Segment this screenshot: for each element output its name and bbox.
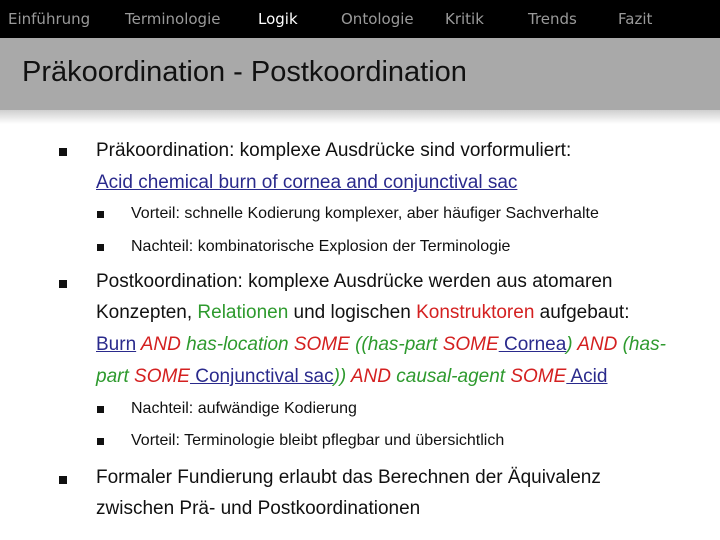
text-segment: aufgebaut: (534, 302, 630, 323)
some-constructor: SOME (128, 366, 190, 387)
constructors-term: Konstruktoren (416, 302, 535, 323)
some-constructor: SOME (437, 334, 499, 355)
bullet-2-expression-line-2 (96, 366, 607, 388)
bullet-1-advantage: Vorteil: schnelle Kodierung komplexer, aber häufiger Sachverhalte (131, 205, 599, 222)
sub-bullet-square-icon (97, 211, 104, 218)
bullet-square-icon (59, 148, 67, 156)
cornea-concept-link[interactable]: Cornea (498, 334, 567, 355)
has-location-relation: has-location (180, 334, 289, 355)
nav-item-trends[interactable]: Trends (528, 10, 577, 28)
acid-concept-link[interactable]: Acid (566, 366, 608, 387)
and-constructor: AND (572, 334, 618, 355)
bullet-2-line-2 (96, 302, 629, 324)
paren: )) (333, 366, 347, 387)
nav-item-ontologie[interactable]: Ontologie (341, 10, 414, 28)
text-segment: und logischen (288, 302, 417, 323)
bullet-2-advantage: Vorteil: Terminologie bleibt pflegbar und übersichtlich (131, 432, 505, 449)
precoordinated-term-link[interactable]: Acid chemical burn of cornea and conjunctival sac (96, 172, 518, 193)
bullet-1-example-line (96, 172, 517, 194)
nav-item-terminologie[interactable]: Terminologie (125, 10, 221, 28)
causal-agent-relation: causal-agent (390, 366, 506, 387)
sub-bullet-square-icon (97, 438, 104, 445)
and-constructor: AND (346, 366, 391, 387)
bullet-1-text: Präkoordination: komplexe Ausdrücke sind vorformuliert: (96, 140, 572, 161)
slide-title: Präkoordination - Postkoordination (22, 56, 467, 88)
title-bar (0, 38, 720, 110)
bullet-2-expression-line-1 (96, 334, 666, 356)
has-part-relation: ((has-part (349, 334, 438, 355)
text-segment: Konzepten, (96, 302, 198, 323)
bullet-2-disadvantage: Nachteil: aufwändige Kodierung (131, 400, 357, 417)
bullet-2-text: Postkoordination: komplexe Ausdrücke werden aus atomaren (96, 271, 613, 292)
bullet-3-text: Formaler Fundierung erlaubt das Berechnen der Äquivalenz (96, 467, 601, 488)
bullet-3-line-2: zwischen Prä- und Postkoordinationen (96, 498, 421, 519)
paren: ) (566, 334, 573, 355)
relations-term: Relationen (197, 302, 289, 323)
bullet-1-disadvantage: Nachteil: kombinatorische Explosion der Terminologie (131, 238, 511, 255)
some-constructor: SOME (505, 366, 567, 387)
nav-item-logik[interactable]: Logik (258, 10, 298, 28)
nav-item-kritik[interactable]: Kritik (445, 10, 484, 28)
nav-item-fazit[interactable]: Fazit (618, 10, 653, 28)
has-part-relation: (has- (617, 334, 666, 355)
conjunctival-sac-concept-link[interactable]: Conjunctival sac (189, 366, 334, 387)
some-constructor: SOME (288, 334, 350, 355)
sub-bullet-square-icon (97, 244, 104, 251)
has-part-relation: part (96, 366, 129, 387)
burn-concept-link[interactable]: Burn (96, 334, 137, 355)
bullet-square-icon (59, 280, 67, 288)
nav-item-einfuehrung[interactable]: Einführung (8, 10, 91, 28)
bullet-square-icon (59, 476, 67, 484)
nav-bar (0, 0, 720, 38)
title-shadow (0, 110, 720, 124)
sub-bullet-square-icon (97, 406, 104, 413)
and-constructor: AND (136, 334, 181, 355)
